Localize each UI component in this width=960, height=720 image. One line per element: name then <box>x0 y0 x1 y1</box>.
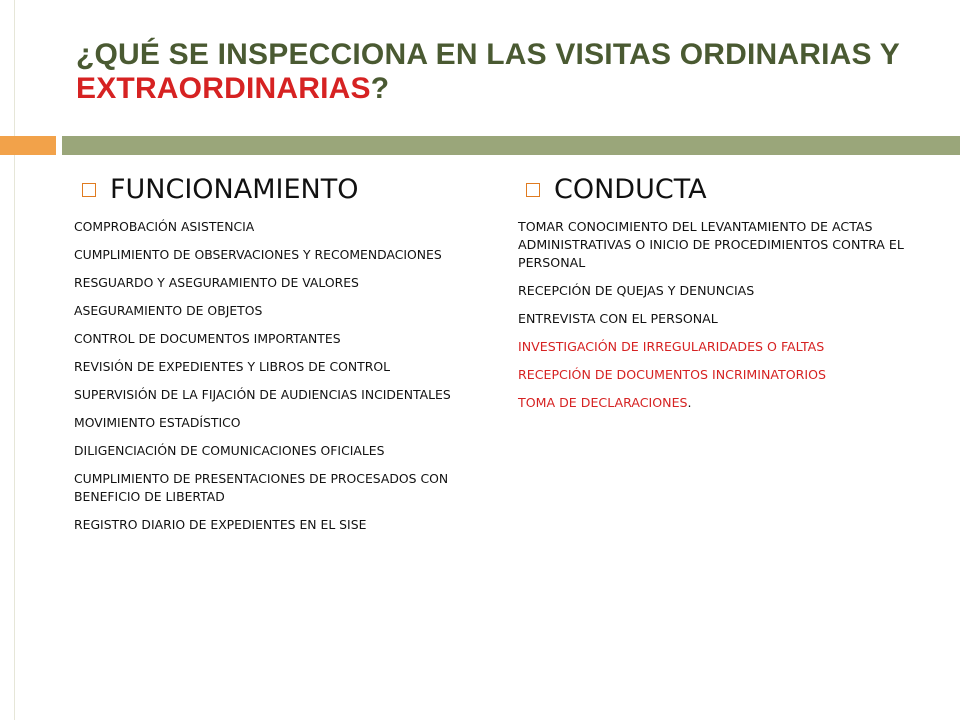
list-item: SUPERVISIÓN DE LA FIJACIÓN DE AUDIENCIAS INCIDENTALES <box>74 387 451 402</box>
title-suffix: ? <box>370 72 390 105</box>
list-item: DILIGENCIACIÓN DE COMUNICACIONES OFICIALES <box>74 443 385 458</box>
accent-bar-olive <box>62 136 960 155</box>
section-heading-funcionamiento <box>74 170 474 210</box>
list-item: RESGUARDO Y ASEGURAMIENTO DE VALORES <box>74 275 359 290</box>
list-item-highlighted: RECEPCIÓN DE DOCUMENTOS INCRIMINATORIOS <box>518 367 827 382</box>
list-item: CUMPLIMIENTO DE OBSERVACIONES Y RECOMENDACIONES <box>74 247 442 262</box>
list-item-last <box>518 394 918 412</box>
funcionamiento-list <box>74 218 474 534</box>
left-margin-rule <box>14 0 15 720</box>
list-item: CUMPLIMIENTO DE PRESENTACIONES DE PROCESADOS CON BENEFICIO DE LIBERTAD <box>74 471 449 504</box>
list-item: COMPROBACIÓN ASISTENCIA <box>74 219 255 234</box>
list-item: TOMAR CONOCIMIENTO DEL LEVANTAMIENTO DE ACTAS ADMINISTRATIVAS O INICIO DE PROCEDIMIENTOS CONTRA EL PERSONAL <box>518 219 904 270</box>
section-heading-conducta <box>518 170 918 210</box>
heading-text: CONDUCTA <box>554 174 707 205</box>
list-item: ASEGURAMIENTO DE OBJETOS <box>74 303 263 318</box>
heading-text: FUNCIONAMIENTO <box>110 174 359 205</box>
column-funcionamiento <box>74 170 474 544</box>
title-prefix: ¿QUÉ SE INSPECCIONA EN LAS VISITAS ORDINARIAS Y <box>76 38 900 71</box>
highlighted-text: TOMA DE DECLARACIONES <box>518 395 688 410</box>
trailing-period: . <box>687 395 692 410</box>
slide-title <box>76 38 936 106</box>
list-item-highlighted: INVESTIGACIÓN DE IRREGULARIDADES O FALTAS <box>518 339 825 354</box>
list-item: REGISTRO DIARIO DE EXPEDIENTES EN EL SISE <box>74 517 367 532</box>
list-item: ENTREVISTA CON EL PERSONAL <box>518 311 718 326</box>
list-item: REVISIÓN DE EXPEDIENTES Y LIBROS DE CONTROL <box>74 359 391 374</box>
column-conducta <box>518 170 918 422</box>
square-bullet-icon <box>82 183 96 197</box>
list-item: RECEPCIÓN DE QUEJAS Y DENUNCIAS <box>518 283 755 298</box>
accent-bar-orange <box>0 136 56 155</box>
title-accent: EXTRAORDINARIAS <box>76 72 371 105</box>
square-bullet-icon <box>526 183 540 197</box>
list-item: MOVIMIENTO ESTADÍSTICO <box>74 415 241 430</box>
conducta-list <box>518 218 918 412</box>
list-item: CONTROL DE DOCUMENTOS IMPORTANTES <box>74 331 341 346</box>
